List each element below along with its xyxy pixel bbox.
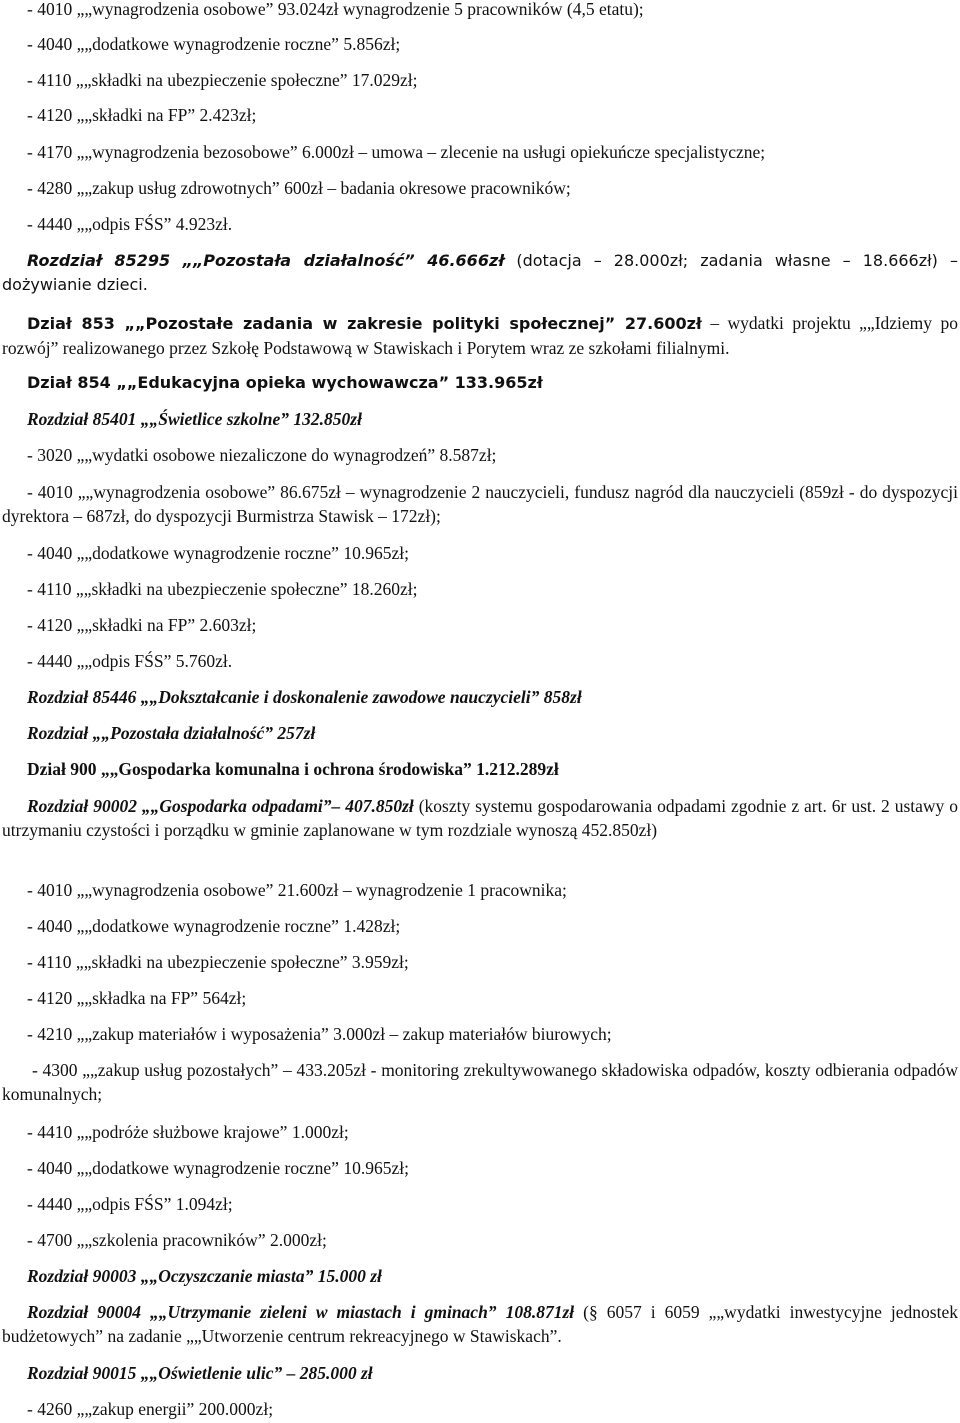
chapter-90002-title: Rozdział 90002 „„Gospodarka odpadami”– 407.850zł <box>27 796 414 816</box>
expense-line: - 4440 „„odpis FŚS” 1.094zł; <box>27 1194 233 1214</box>
expense-line: - 4170 „„wynagrodzenia bezosobowe” 6.000zł – umowa – zlecenie na usługi opiekuńcze specjalistyczne; <box>27 142 766 162</box>
expense-line: - 4280 „„zakup usług zdrowotnych” 600zł – badania okresowe pracowników; <box>27 178 571 198</box>
chapter-90003-title: Rozdział 90003 „„Oczyszczanie miasta” 15.000 zł <box>27 1266 382 1286</box>
expense-line: - 4010 „„wynagrodzenia osobowe” 86.675zł – wynagrodzenie 2 nauczycieli, fundusz nagród dla nauczycieli (859zł - do dyspozycji dyrektora – 687zł, do dyspozycji Burmistrza Stawisk – 172zł); <box>2 482 958 526</box>
expense-line: - 4040 „„dodatkowe wynagrodzenie roczne” 1.428zł; <box>27 916 401 936</box>
expense-line: - 4010 „„wynagrodzenia osobowe” 21.600zł – wynagrodzenie 1 pracownika; <box>27 880 567 900</box>
chapter-85401-title: Rozdział 85401 „„Świetlice szkolne” 132.850zł <box>27 409 362 429</box>
chapter-90004-title: Rozdział 90004 „„Utrzymanie zieleni w miastach i gminach” 108.871zł <box>27 1302 575 1322</box>
chapter-other-title: Rozdział „„Pozostała działalność” 257zł <box>27 723 316 743</box>
expense-line: - 4040 „„dodatkowe wynagrodzenie roczne” 10.965zł; <box>27 543 409 563</box>
expense-line: - 4120 „„składka na FP” 564zł; <box>27 988 247 1008</box>
expense-line: - 4300 „„zakup usług pozostałych” – 433.205zł - monitoring zrekultywowanego składowiska odpadów, koszty odbierania odpadów komunalnych; <box>2 1060 958 1104</box>
chapter-90002-description: (koszty systemu gospodarowania odpadami zgodnie z art. 6r ust. 2 ustawy o utrzymaniu czystości i porządku w gminie zaplanowane w tym rozdziale wynoszą 452.850zł) <box>2 796 958 840</box>
expense-line: - 4110 „„składki na ubezpieczenie społeczne” 17.029zł; <box>27 70 418 90</box>
chapter-85295-title: Rozdział 85295 „„Pozostała działalność” 46.666zł <box>27 251 505 270</box>
chapter-85295-paragraph <box>2 249 958 297</box>
expense-line: - 4040 „„dodatkowe wynagrodzenie roczne” 10.965zł; <box>27 1158 409 1178</box>
chapter-90004-description: (§ 6057 i 6059 „„wydatki inwestycyjne jednostek budżetowych” na zadanie „„Utworzenie centrum rekreacyjnego w Stawiskach”. <box>2 1302 959 1346</box>
section-853-paragraph <box>2 311 958 360</box>
chapter-85295-description: (dotacja – 28.000zł; zadania własne – 18.666zł) – dożywianie dzieci. <box>2 251 958 294</box>
expense-line: - 4120 „„składki na FP” 2.423zł; <box>27 105 257 125</box>
section-854-title: Dział 854 „„Edukacyjna opieka wychowawcza” 133.965zł <box>27 373 543 392</box>
expense-line: - 4700 „„szkolenia pracowników” 2.000zł; <box>27 1230 327 1250</box>
section-900-title: Dział 900 „„Gospodarka komunalna i ochrona środowiska” 1.212.289zł <box>27 759 559 779</box>
chapter-90015-title: Rozdział 90015 „„Oświetlenie ulic” – 285.000 zł <box>27 1363 373 1383</box>
section-853-description: – wydatki projektu „„Idziemy po rozwój” realizowanego przez Szkołę Podstawową w Stawiskach i Porytem wraz ze szkołami filialnymi. <box>2 313 958 358</box>
expense-line: - 4110 „„składki na ubezpieczenie społeczne” 18.260zł; <box>27 579 418 599</box>
section-853-title: Dział 853 „„Pozostałe zadania w zakresie polityki społecznej” 27.600zł <box>27 314 702 333</box>
expense-line: - 3020 „„wydatki osobowe niezaliczone do wynagrodzeń” 8.587zł; <box>27 445 497 465</box>
expense-line: - 4210 „„zakup materiałów i wyposażenia” 3.000zł – zakup materiałów biurowych; <box>27 1024 612 1044</box>
expense-line: - 4110 „„składki na ubezpieczenie społeczne” 3.959zł; <box>27 952 409 972</box>
expense-line: - 4040 „„dodatkowe wynagrodzenie roczne” 5.856zł; <box>27 34 401 54</box>
chapter-85446-title: Rozdział 85446 „„Dokształcanie i doskonalenie zawodowe nauczycieli” 858zł <box>27 687 582 707</box>
chapter-90004-paragraph <box>2 1300 958 1348</box>
expense-line: - 4260 „„zakup energii” 200.000zł; <box>27 1399 274 1419</box>
expense-line: - 4410 „„podróże służbowe krajowe” 1.000zł; <box>27 1122 349 1142</box>
expense-line: - 4440 „„odpis FŚS” 4.923zł. <box>27 214 233 234</box>
chapter-90002-paragraph <box>2 794 958 842</box>
expense-line: - 4440 „„odpis FŚS” 5.760zł. <box>27 651 233 671</box>
expense-line: - 4010 „„wynagrodzenia osobowe” 93.024zł wynagrodzenie 5 pracowników (4,5 etatu); <box>27 0 644 19</box>
expense-line: - 4120 „„składki na FP” 2.603zł; <box>27 615 257 635</box>
